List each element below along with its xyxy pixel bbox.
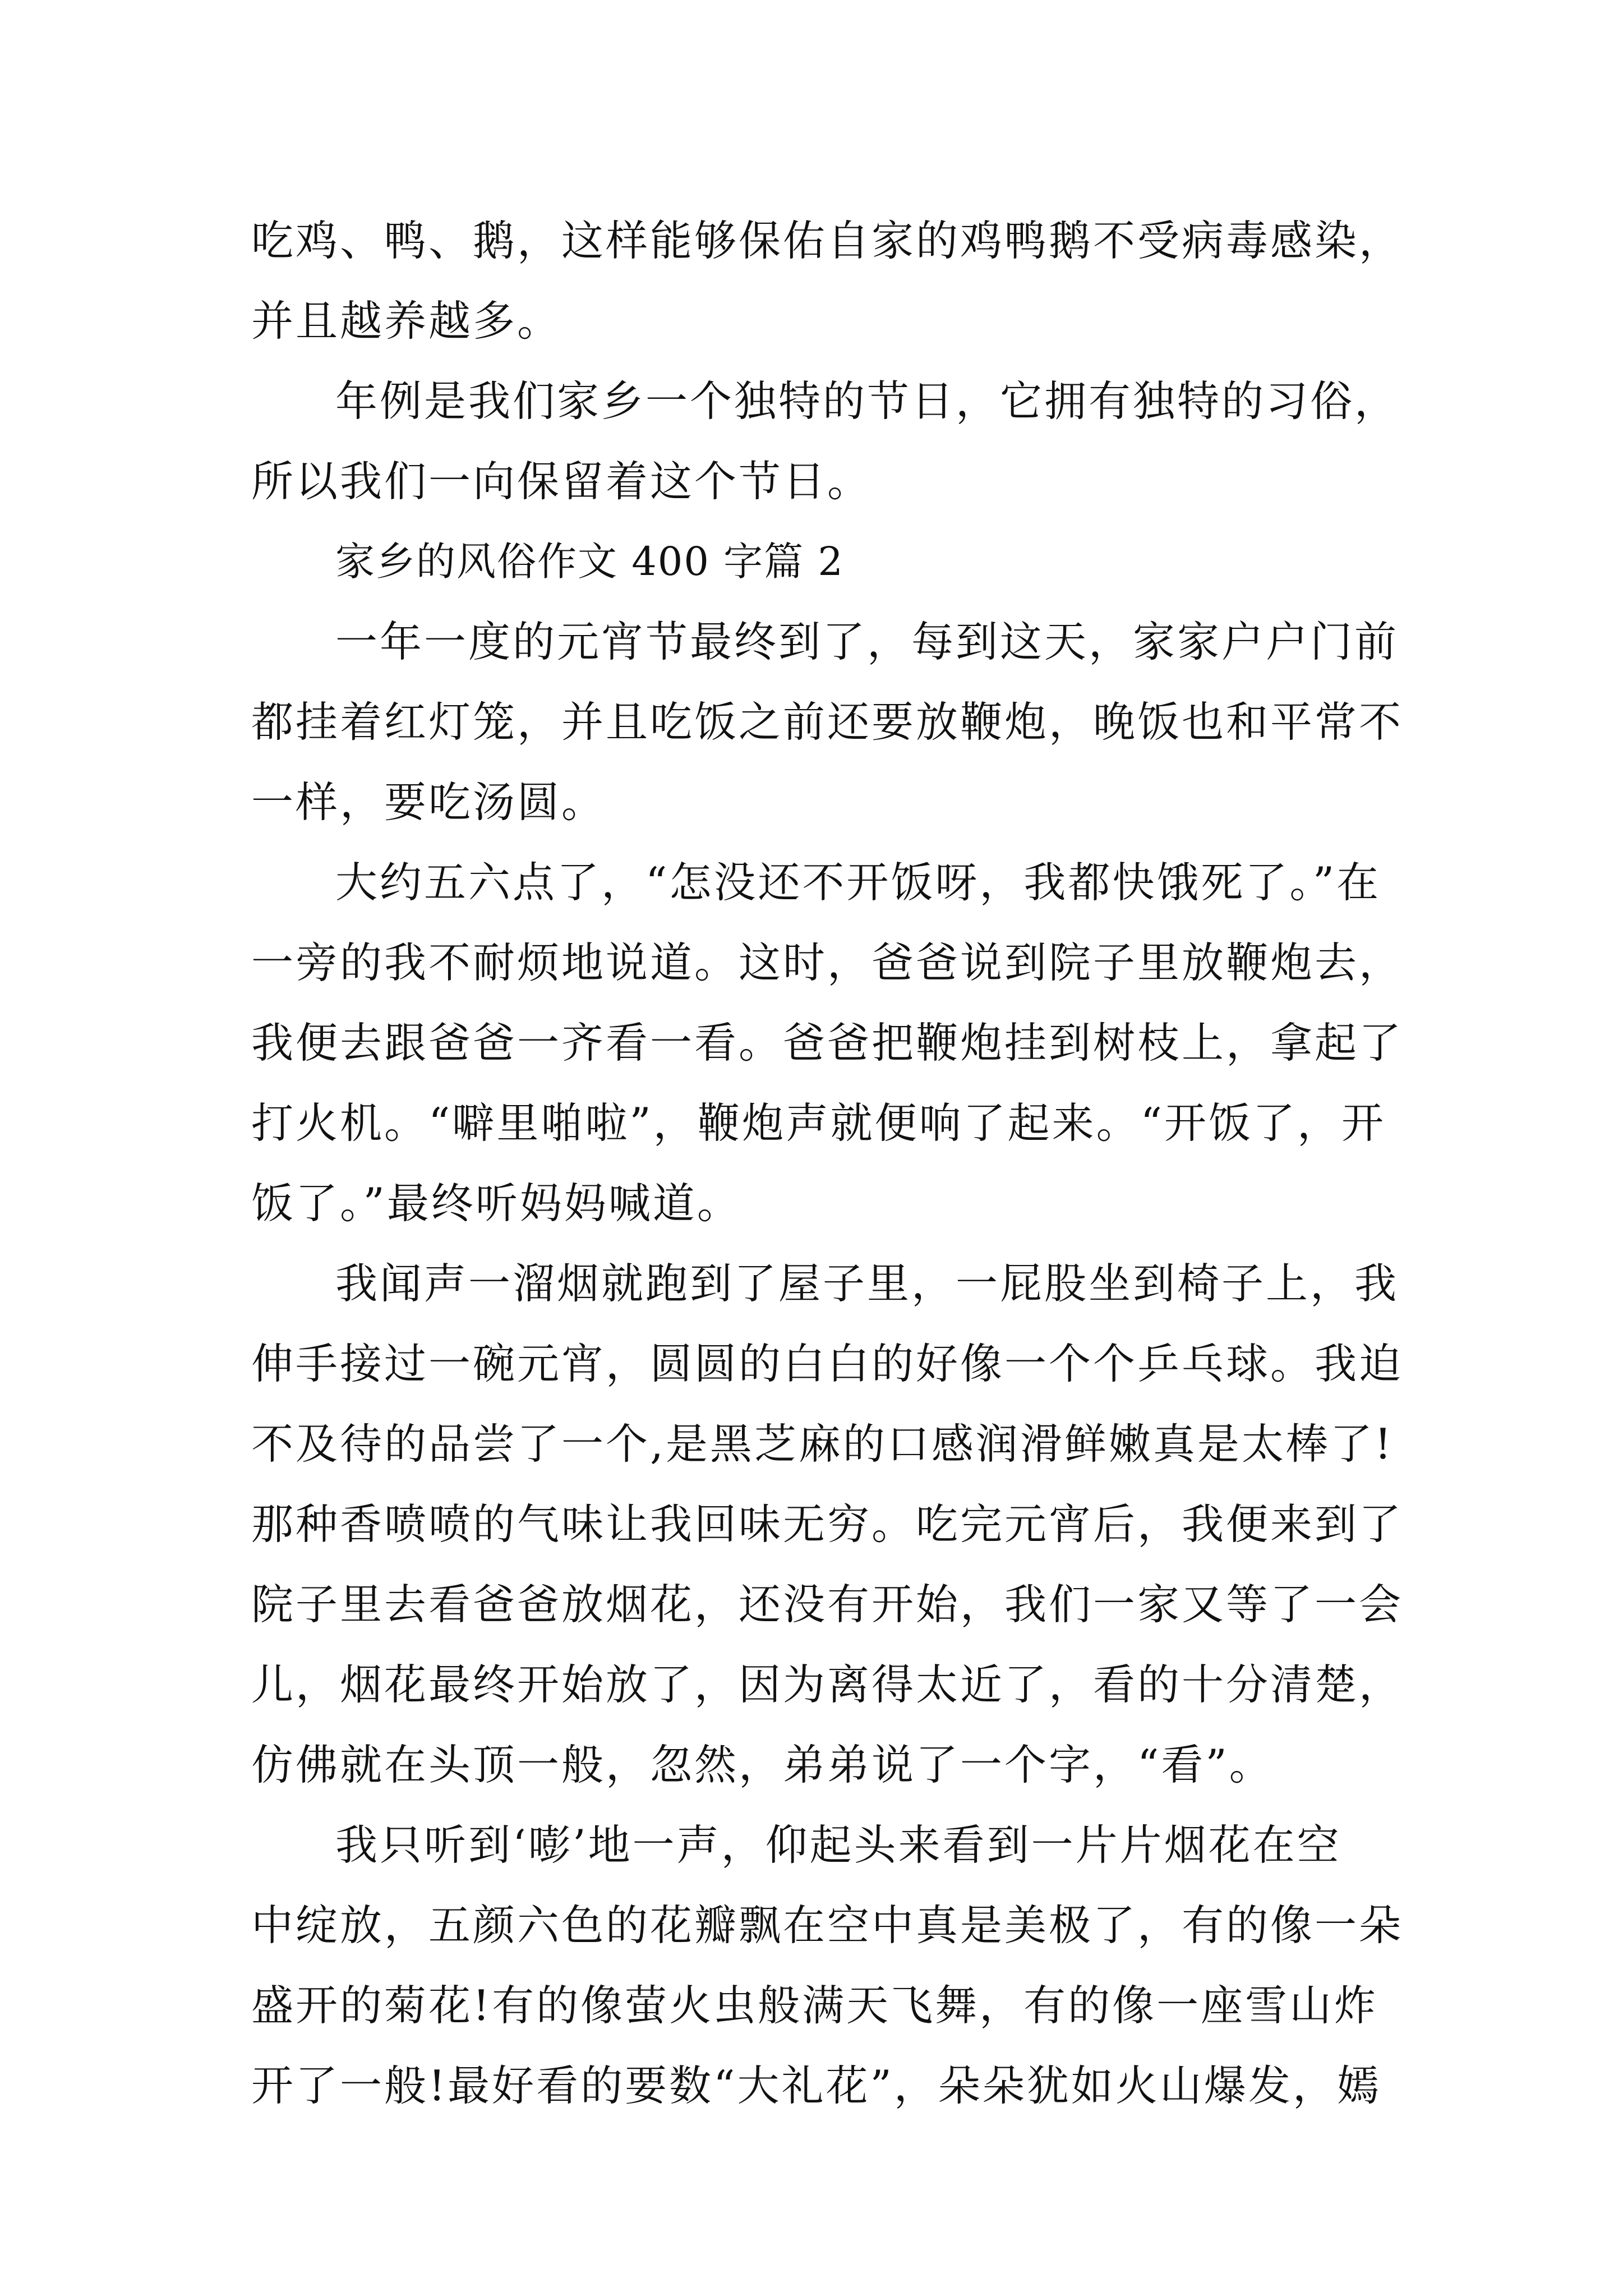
- text-line: 那种香喷喷的气味让我回味无穷。吃完元宵后，我便来到了: [251, 1499, 1404, 1549]
- essay-body: [251, 201, 1404, 2126]
- text-line: 一年一度的元宵节最终到了，每到这天，家家户户门前: [335, 617, 1399, 666]
- text-line: 中绽放，五颜六色的花瓣飘在空中真是美极了，有的像一朵: [251, 1901, 1404, 1950]
- text-line: 开了一般!最好看的要数“大礼花”，朵朵犹如火山爆发，嫣: [251, 2061, 1381, 2110]
- text-line: 我便去跟爸爸一齐看一看。爸爸把鞭炮挂到树枝上，拿起了: [251, 1018, 1404, 1068]
- text-line: 仿佛就在头顶一般，忽然，弟弟说了一个字，“看”。: [251, 1740, 1274, 1789]
- text-line: 我只听到‘嘭’地一声，仰起头来看到一片片烟花在空: [335, 1820, 1341, 1870]
- text-line: 伸手接过一碗元宵，圆圆的白白的好像一个个乒乓球。我迫: [251, 1339, 1404, 1388]
- text-line: 饭了。”最终听妈妈喊道。: [251, 1179, 741, 1228]
- text-line: 年例是我们家乡一个独特的节日，它拥有独特的习俗，: [335, 376, 1399, 426]
- text-line: 一样，要吃汤圆。: [251, 777, 606, 827]
- text-line: 儿，烟花最终开始放了，因为离得太近了，看的十分清楚，: [251, 1660, 1404, 1709]
- text-line: 都挂着红灯笼，并且吃饭之前还要放鞭炮，晚饭也和平常不: [251, 697, 1404, 747]
- text-line: 不及待的品尝了一个,是黑芝麻的口感润滑鲜嫩真是太棒了!: [251, 1419, 1394, 1469]
- text-line: 打火机。“噼里啪啦”，鞭炮声就便响了起来。“开饭了，开: [251, 1098, 1386, 1148]
- text-line: 并且越养越多。: [251, 296, 562, 346]
- text-line: 吃鸡、鸭、鹅，这样能够保佑自家的鸡鸭鹅不受病毒感染，: [251, 216, 1404, 265]
- text-line: 我闻声一溜烟就跑到了屋子里，一屁股坐到椅子上，我: [335, 1259, 1399, 1308]
- text-line: 盛开的菊花!有的像萤火虫般满天飞舞，有的像一座雪山炸: [251, 1981, 1378, 2030]
- text-line: 大约五六点了，“怎没还不开饭呀，我都快饿死了。”在: [335, 858, 1381, 907]
- text-line: 所以我们一向保留着这个节日。: [251, 457, 872, 506]
- text-line: 院子里去看爸爸放烟花，还没有开始，我们一家又等了一会: [251, 1580, 1404, 1629]
- text-line: 一旁的我不耐烦地说道。这时，爸爸说到院子里放鞭炮去，: [251, 938, 1404, 987]
- section-heading: 家乡的风俗作文 400 字篇 2: [335, 539, 844, 585]
